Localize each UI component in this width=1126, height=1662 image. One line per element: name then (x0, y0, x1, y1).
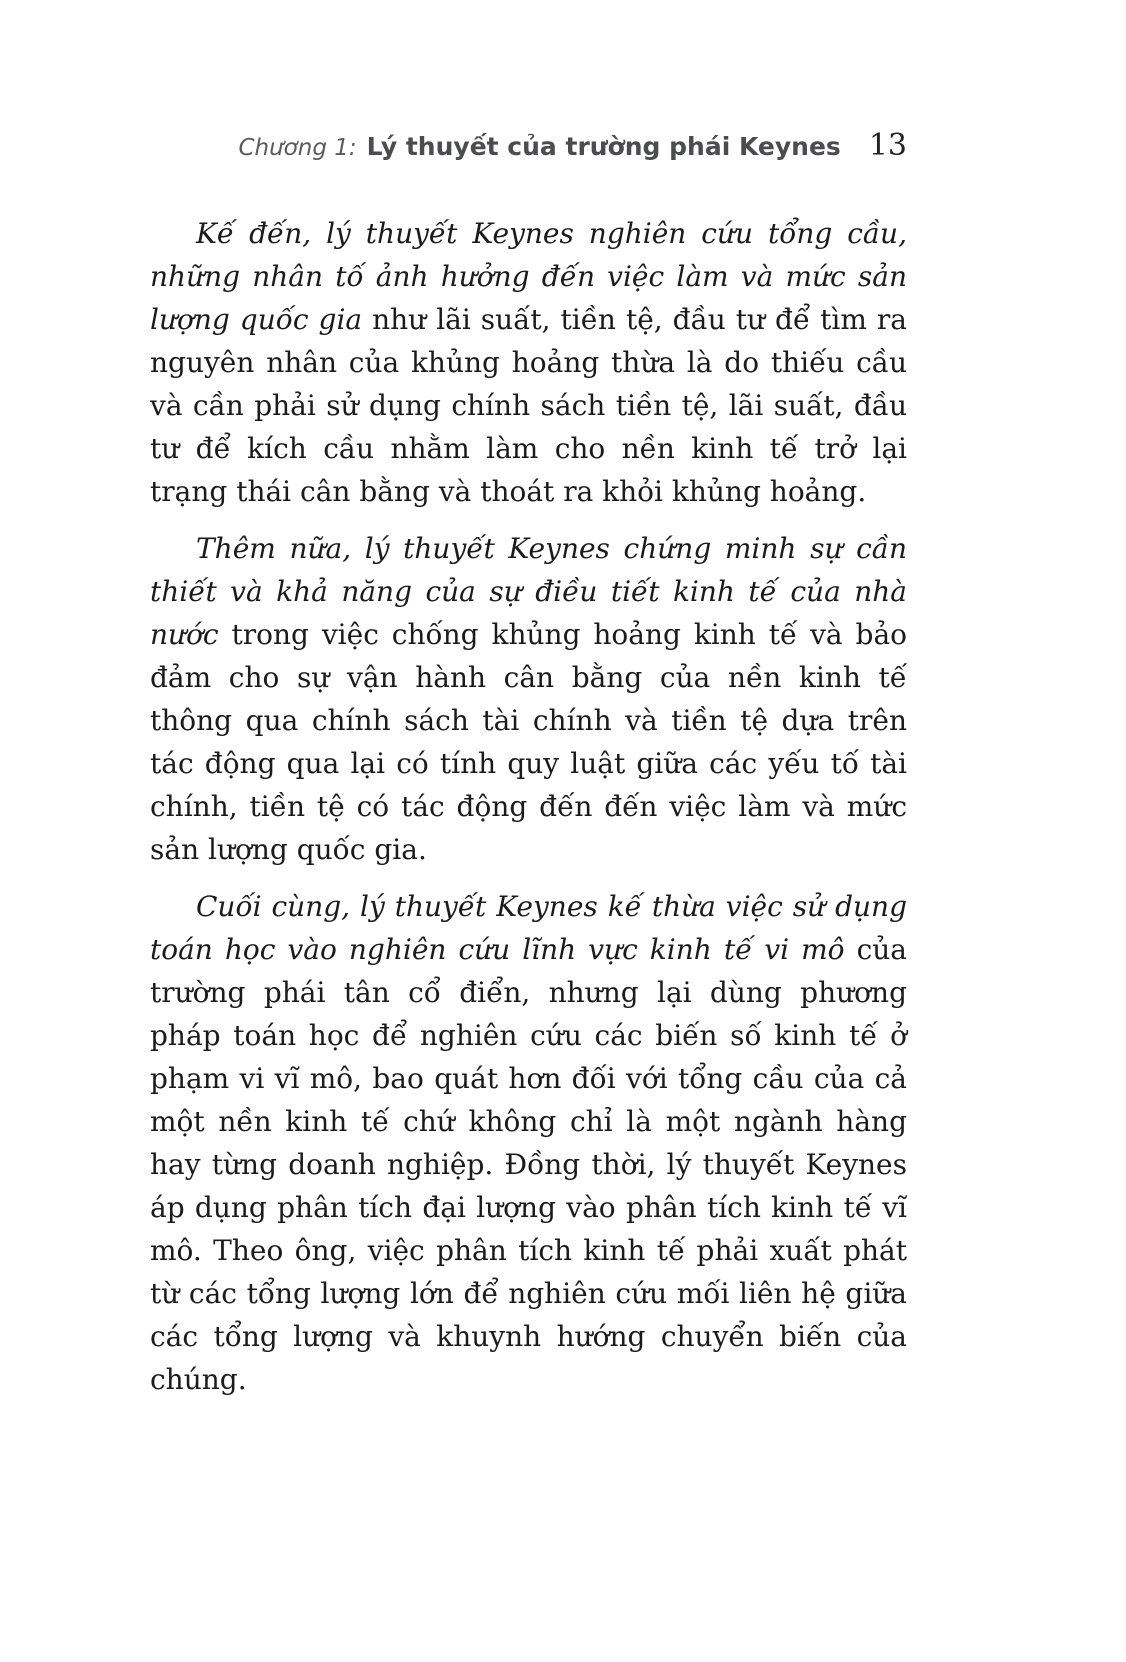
paragraph (150, 527, 907, 871)
paragraph-lead-italic: Kế đến, lý thuyết Keynes nghiên cứu tổng cầu, những nhân tố ảnh hưởng đến việc làm và mức sản lượng quốc gia (150, 217, 907, 336)
paragraph-body: của trường phái tân cổ điển, nhưng lại dùng phương pháp toán học để nghiên cứu các biến số kinh tế ở phạm vi vĩ mô, bao quát hơn đối với tổng cầu của cả một nền kinh tế chứ không chỉ là một ngành hàng hay từng doanh nghiệp. Đồng thời, lý thuyết Keynes áp dụng phân tích đại lượng vào phân tích kinh tế vĩ mô. Theo ông, việc phân tích kinh tế phải xuất phát từ các tổng lượng lớn để nghiên cứu mối liên hệ giữa các tổng lượng và khuynh hướng chuyển biến của chúng. (150, 933, 907, 1396)
paragraph (150, 212, 907, 513)
paragraph-lead-italic: Cuối cùng, lý thuyết Keynes kế thừa việc sử dụng toán học vào nghiên cứu lĩnh vực kinh tế vi mô (150, 890, 907, 966)
page-number: 13 (868, 128, 907, 163)
paragraph-body: trong việc chống khủng hoảng kinh tế và bảo đảm cho sự vận hành cân bằng của nền kinh tế thông qua chính sách tài chính và tiền tệ dựa trên tác động qua lại có tính quy luật giữa các yếu tố tài chính, tiền tệ có tác động đến đến việc làm và mức sản lượng quốc gia. (150, 618, 907, 866)
chapter-label: Chương 1: (238, 135, 357, 161)
running-header (150, 128, 907, 163)
paragraph-body: như lãi suất, tiền tệ, đầu tư để tìm ra nguyên nhân của khủng hoảng thừa là do thiếu cầu và cần phải sử dụng chính sách tiền tệ, lãi suất, đầu tư để kích cầu nhằm làm cho nền kinh tế trở lại trạng thái cân bằng và thoát ra khỏi khủng hoảng. (150, 303, 907, 508)
paragraph-lead-italic: Thêm nữa, lý thuyết Keynes chứng minh sự cần thiết và khả năng của sự điều tiết kinh tế của nhà nước (150, 532, 907, 651)
chapter-title: Lý thuyết của trường phái Keynes (366, 132, 841, 161)
paragraph (150, 885, 907, 1401)
body-text (150, 212, 907, 1415)
